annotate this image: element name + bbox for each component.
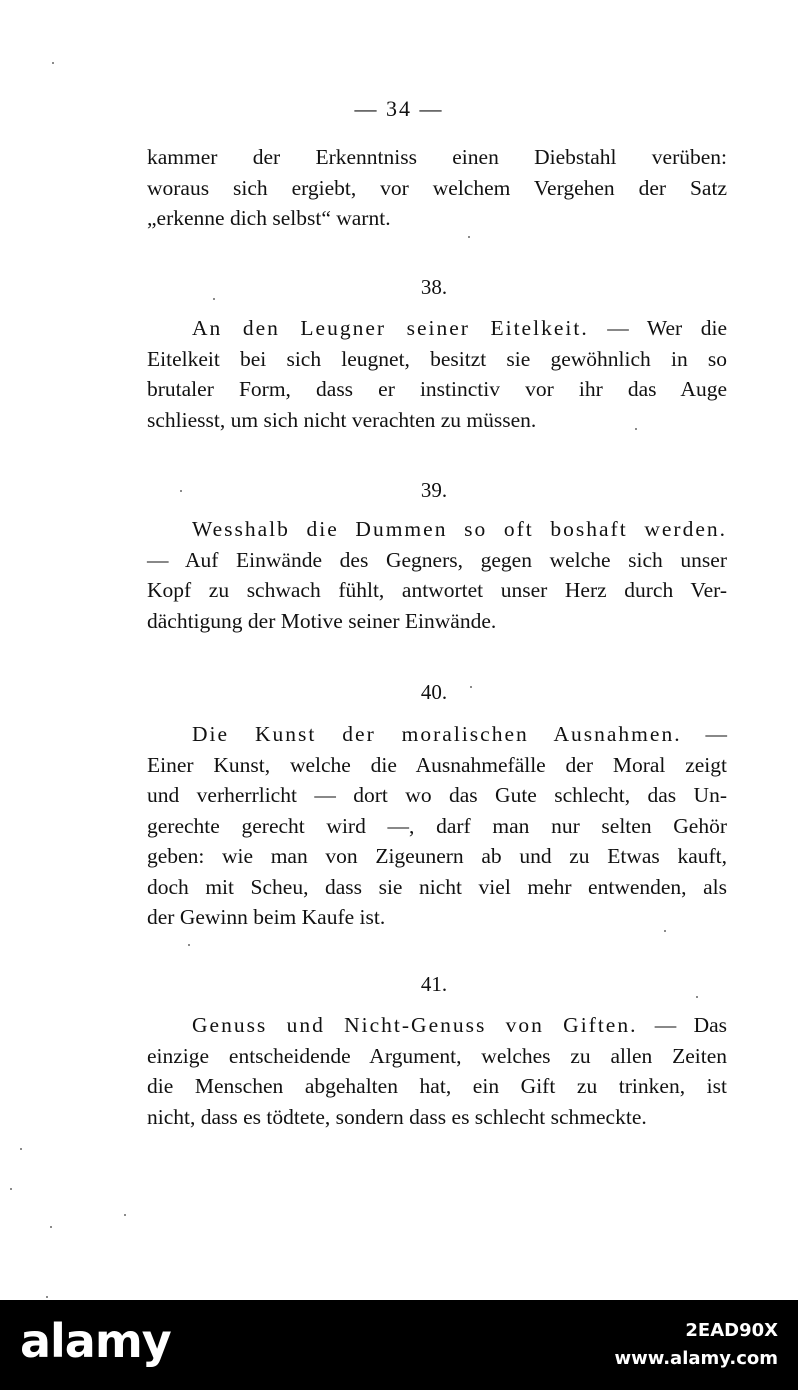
line-text: kammer der Erkenntniss einen Diebstahl verüben: <box>147 145 727 169</box>
line-text: — Das <box>654 1013 728 1037</box>
section-number: 41. <box>420 972 448 996</box>
scan-speck <box>180 490 182 492</box>
text-line <box>147 606 727 637</box>
section-number: 39. <box>420 478 448 502</box>
line-text: doch mit Scheu, dass sie nicht viel mehr entwenden, als <box>147 874 727 899</box>
text-line <box>147 780 727 811</box>
line-text: Eitelkeit bei sich leugnet, besitzt sie gewöhnlich in so <box>147 346 727 371</box>
text-line <box>147 173 727 204</box>
scan-speck <box>470 686 472 688</box>
section-40-paragraph <box>147 719 727 933</box>
text-line <box>147 142 727 173</box>
scan-speck <box>468 236 470 238</box>
line-text: die Menschen abgehalten hat, ein Gift zu trinken, ist <box>147 1074 727 1098</box>
scan-speck <box>696 996 698 998</box>
text-line <box>147 344 727 375</box>
line-text: — <box>705 722 728 746</box>
line-text: Kopf zu schwach fühlt, antwortet unser Herz durch Ver- <box>147 578 727 602</box>
text-line <box>147 902 727 933</box>
text-line <box>147 1102 727 1133</box>
section-title: Wesshalb die Dummen so oft boshaft werden. <box>192 517 727 541</box>
line-text: dächtigung der Motive seiner Einwände. <box>147 608 497 633</box>
line-text: Einer Kunst, welche die Ausnahmefälle der Moral zeigt <box>147 752 727 777</box>
line-text: der Gewinn beim Kaufe ist. <box>147 905 386 929</box>
line-text: nicht, dass es tödtete, sondern dass es schlecht schmeckte. <box>147 1104 647 1129</box>
line-text: woraus sich ergiebt, vor welchem Vergehen der Satz <box>147 175 727 200</box>
section-38-paragraph <box>147 313 727 435</box>
scan-speck <box>213 298 215 300</box>
alamy-logo: alamy <box>20 1314 171 1368</box>
line-text: geben: wie man von Zigeunern ab und zu Etwas kauft, <box>147 844 727 868</box>
text-line <box>147 575 727 606</box>
section-title: An den Leugner seiner Eitelkeit. <box>192 316 589 340</box>
text-line <box>147 1041 727 1072</box>
text-line <box>147 203 727 234</box>
line-text: brutaler Form, dass er instinctiv vor ihr das Auge <box>147 377 727 401</box>
scan-speck <box>635 428 637 430</box>
scan-speck <box>46 1296 48 1298</box>
footer-url: www.alamy.com <box>614 1348 778 1369</box>
text-line <box>147 374 727 405</box>
section-title: Genuss und Nicht-Genuss von Giften. <box>192 1013 638 1037</box>
line-text: schliesst, um sich nicht verachten zu müssen. <box>147 407 537 432</box>
line-text: gerechte gerecht wird —, darf man nur selten Gehör <box>147 813 727 838</box>
section-title: Die Kunst der moralischen Ausnahmen. <box>192 722 682 746</box>
text-line <box>147 872 727 903</box>
scan-speck <box>10 1188 12 1190</box>
text-line <box>147 719 727 750</box>
text-line <box>147 514 727 545</box>
line-text: — Wer die <box>607 316 728 340</box>
line-text: — Auf Einwände des Gegners, gegen welche sich unser <box>147 547 727 572</box>
page-number: — 34 — <box>354 96 444 121</box>
text-line <box>147 811 727 842</box>
text-line <box>147 405 727 436</box>
section-39-paragraph <box>147 514 727 636</box>
watermark-footer <box>0 1300 798 1390</box>
text-line <box>147 313 727 344</box>
scan-speck <box>664 930 666 932</box>
scan-speck <box>188 944 190 946</box>
text-line <box>147 545 727 576</box>
text-line <box>147 750 727 781</box>
text-line <box>147 1010 727 1041</box>
scan-speck <box>20 1148 22 1150</box>
text-line <box>147 841 727 872</box>
line-text: und verherrlicht — dort wo das Gute schlecht, das Un- <box>147 783 727 807</box>
scan-speck <box>124 1214 126 1216</box>
line-text: „erkenne dich selbst“ warnt. <box>147 206 391 230</box>
section-41-paragraph <box>147 1010 727 1132</box>
line-text: einzige entscheidende Argument, welches zu allen Zeiten <box>147 1043 727 1068</box>
scan-speck <box>50 1226 52 1228</box>
image-code: 2EAD90X <box>685 1320 778 1341</box>
text-line <box>147 1071 727 1102</box>
section-number: 40. <box>420 680 448 704</box>
section-number: 38. <box>420 275 448 299</box>
scan-speck <box>52 62 54 64</box>
intro-paragraph <box>147 142 727 234</box>
